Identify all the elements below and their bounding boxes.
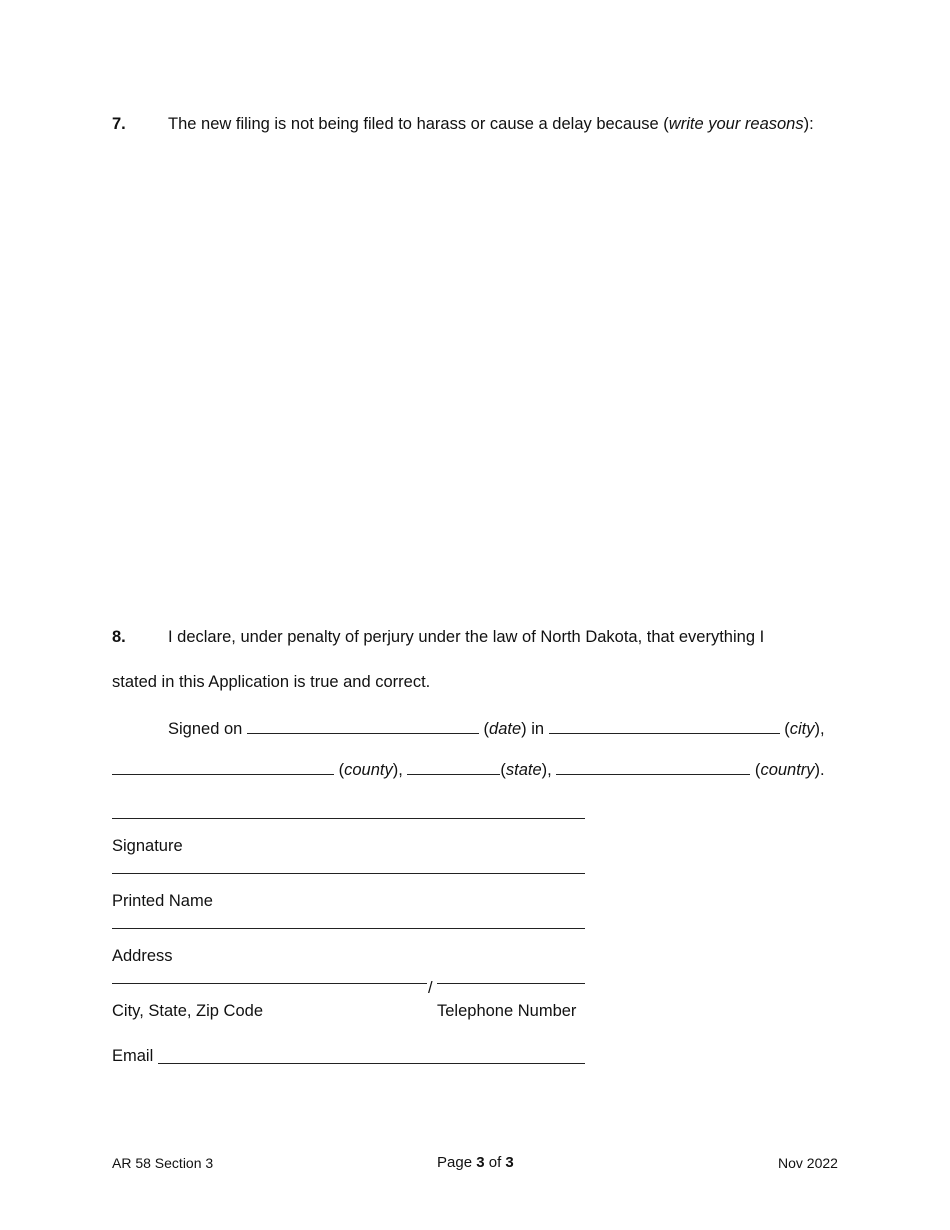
signature-field[interactable] [112, 818, 585, 819]
item-7-text-after: ): [803, 115, 814, 133]
item-7-text [168, 114, 814, 134]
address-field[interactable] [112, 928, 585, 929]
item-7-text-italic: write your reasons [668, 115, 804, 133]
telephone-label: Telephone Number [437, 1002, 577, 1020]
form-id: AR 58 Section 3 [112, 1155, 214, 1171]
city-state-zip-field[interactable] [112, 983, 427, 984]
date-label: date [489, 720, 522, 738]
item-7-number: 7. [112, 115, 126, 133]
signed-on-line: Signed on (date) in (city), [168, 720, 825, 738]
page-prefix: Page [437, 1154, 473, 1171]
state-label: state [505, 761, 542, 779]
reasons-writing-area[interactable] [112, 150, 838, 600]
state-field[interactable] [407, 759, 500, 775]
city-label: city [789, 720, 815, 738]
location-line: (county), (state), (country). [112, 759, 825, 780]
page-total: 3 [505, 1154, 514, 1171]
item-8-line-1: I declare, under penalty of perjury under the law of North Dakota, that everything I [168, 628, 765, 646]
country-field[interactable] [556, 759, 750, 775]
country-label: country [760, 761, 815, 779]
email-label: Email [112, 1047, 154, 1065]
page-current: 3 [476, 1154, 485, 1171]
county-field[interactable] [112, 759, 334, 775]
city-state-zip-label: City, State, Zip Code [112, 1002, 264, 1020]
slash-separator: / [428, 979, 433, 997]
signed-on-label: Signed on [168, 720, 243, 738]
date-field[interactable] [247, 718, 479, 734]
signature-label: Signature [112, 837, 183, 855]
item-7-text-before: The new filing is not being filed to harass or cause a delay because ( [168, 115, 669, 133]
item-8-line-2: stated in this Application is true and correct. [112, 673, 431, 691]
city-field[interactable] [549, 718, 780, 734]
county-label: county [344, 761, 393, 779]
page-number [437, 1154, 514, 1172]
form-date: Nov 2022 [778, 1155, 838, 1171]
printed-name-field[interactable] [112, 873, 585, 874]
address-label: Address [112, 947, 173, 965]
email-field[interactable] [158, 1063, 585, 1064]
in-label: in [531, 720, 545, 738]
item-8-number: 8. [112, 628, 126, 646]
page-of: of [488, 1154, 502, 1171]
printed-name-label: Printed Name [112, 892, 213, 910]
telephone-field[interactable] [437, 983, 585, 984]
